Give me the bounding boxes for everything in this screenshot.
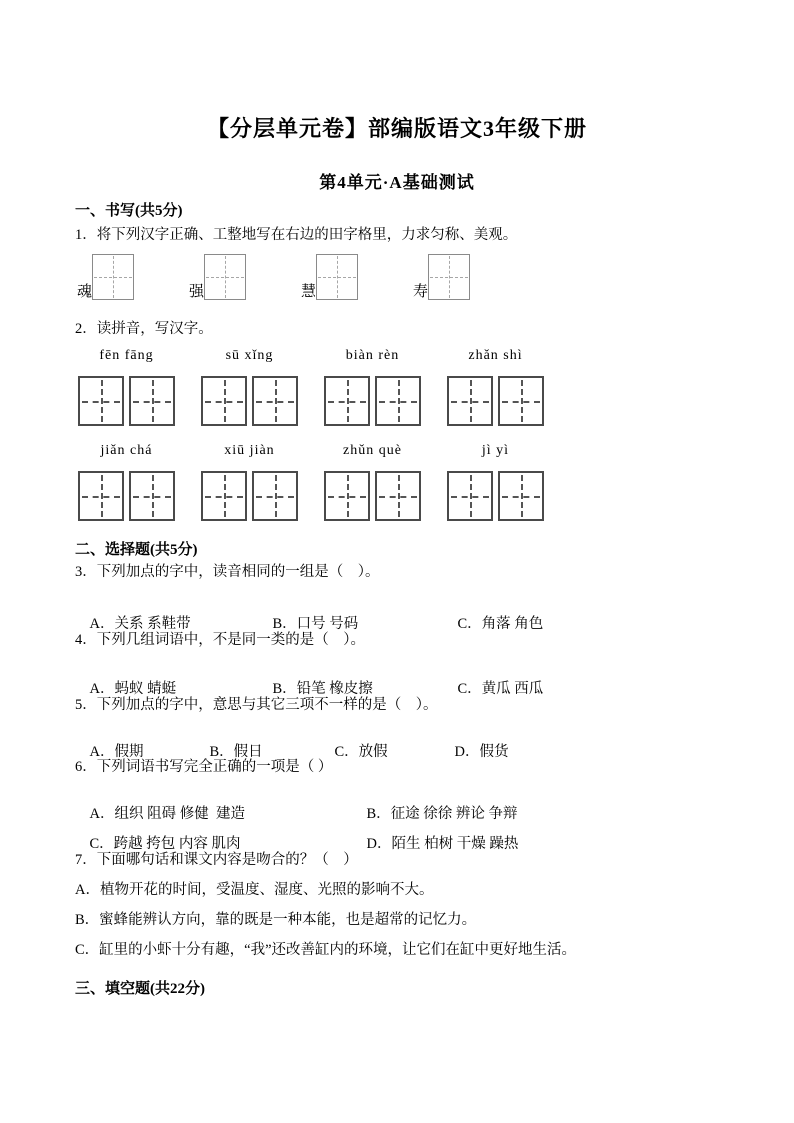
pinyin-label: zhǎn shì xyxy=(468,348,523,363)
tianzige-box xyxy=(204,254,246,300)
option-b: B．口号 号码 xyxy=(272,616,359,632)
question-7-option-c: C．缸里的小虾十分有趣，“我”还改善缸内的环境，让它们在缸中更好地生活。 xyxy=(75,942,577,958)
section-heading-multiple-choice: 二、选择题(共5分) xyxy=(75,542,198,558)
option-c: C．角落 角色 xyxy=(457,616,544,632)
tianzige-box xyxy=(498,376,544,426)
option-b: B．假日 xyxy=(209,744,263,760)
question-2-text: 2．读拼音，写汉字。 xyxy=(75,321,213,337)
tianzige-box xyxy=(129,471,175,521)
pinyin-group xyxy=(324,348,421,426)
answer-box-pair xyxy=(201,471,298,521)
pinyin-label: sū xǐng xyxy=(225,348,274,363)
question-7-option-a: A．植物开花的时间，受温度、湿度、光照的影响不大。 xyxy=(75,882,434,898)
pinyin-group xyxy=(447,443,544,521)
option-b: B．铅笔 橡皮擦 xyxy=(272,681,373,697)
option-d: D．假货 xyxy=(454,744,509,760)
answer-box-pair xyxy=(78,376,175,426)
pinyin-label: zhǔn què xyxy=(343,443,402,458)
answer-box-pair xyxy=(324,376,421,426)
answer-box-pair xyxy=(447,471,544,521)
tianzige-box xyxy=(375,471,421,521)
tianzige-box xyxy=(316,254,358,300)
tianzige-box xyxy=(375,376,421,426)
question-2-row-1 xyxy=(78,348,544,426)
option-c: C．黄瓜 西瓜 xyxy=(457,681,544,697)
tianzige-box xyxy=(78,471,124,521)
pinyin-group xyxy=(201,443,298,521)
option-c: C．放假 xyxy=(334,744,388,760)
tianzige-box xyxy=(447,376,493,426)
model-character: 慧 xyxy=(301,284,317,300)
tianzige-box xyxy=(201,376,247,426)
answer-box-pair xyxy=(447,376,544,426)
page-title: 【分层单元卷】部编版语文3年级下册 xyxy=(206,116,587,141)
tianzige-box xyxy=(201,471,247,521)
copy-char-group xyxy=(77,254,134,300)
option-a: A．假期 xyxy=(89,744,144,760)
question-7-option-b: B．蜜蜂能辨认方向，靠的既是一种本能，也是超常的记忆力。 xyxy=(75,912,477,928)
pinyin-label: jì yì xyxy=(481,443,510,458)
question-5-text: 5．下列加点的字中，意思与其它三项不一样的是（ ）。 xyxy=(75,697,438,713)
tianzige-box xyxy=(252,471,298,521)
tianzige-box xyxy=(324,376,370,426)
pinyin-label: biàn rèn xyxy=(345,348,400,363)
question-6-text: 6．下列词语书写完全正确的一项是（ ） xyxy=(75,759,333,775)
page-subtitle: 第4单元·A基础测试 xyxy=(319,173,475,192)
tianzige-box xyxy=(92,254,134,300)
question-3-text: 3．下列加点的字中，读音相同的一组是（ ）。 xyxy=(75,564,380,580)
model-character: 寿 xyxy=(413,284,429,300)
pinyin-group xyxy=(447,348,544,426)
answer-box-pair xyxy=(201,376,298,426)
pinyin-group xyxy=(201,348,298,426)
pinyin-label: xiū jiàn xyxy=(224,443,275,458)
pinyin-label: jiǎn chá xyxy=(100,443,153,458)
answer-box-pair xyxy=(78,471,175,521)
question-1-text: 1．将下列汉字正确、工整地写在右边的田字格里，力求匀称、美观。 xyxy=(75,227,518,243)
question-4-text: 4．下列几组词语中，不是同一类的是（ ）。 xyxy=(75,632,365,648)
tianzige-box xyxy=(78,376,124,426)
question-2-row-2 xyxy=(78,443,544,521)
pinyin-label: fēn fāng xyxy=(99,348,154,363)
tianzige-box xyxy=(498,471,544,521)
pinyin-group xyxy=(78,348,175,426)
tianzige-box xyxy=(447,471,493,521)
question-7-text: 7．下面哪句话和课文内容是吻合的？（ ） xyxy=(75,852,358,868)
copy-char-group xyxy=(413,254,470,300)
model-character: 强 xyxy=(189,284,205,300)
model-character: 魂 xyxy=(77,284,93,300)
option-a: A．蚂蚁 蜻蜓 xyxy=(89,681,177,697)
tianzige-box xyxy=(324,471,370,521)
copy-char-group xyxy=(189,254,246,300)
pinyin-group xyxy=(78,443,175,521)
option-a: A．关系 系鞋带 xyxy=(89,616,191,632)
section-heading-writing: 一、书写(共5分) xyxy=(75,203,183,219)
section-heading-fill-in-blank: 三、填空题(共22分) xyxy=(75,981,205,997)
question-1-grid-row xyxy=(77,254,470,300)
copy-char-group xyxy=(301,254,358,300)
tianzige-box xyxy=(252,376,298,426)
answer-box-pair xyxy=(324,471,421,521)
option-c: C．跨越 挎包 内容 肌肉 xyxy=(89,836,241,852)
tianzige-box xyxy=(129,376,175,426)
option-d: D．陌生 柏树 干燥 躁热 xyxy=(366,836,519,852)
option-b: B．征途 徐徐 辨论 争辩 xyxy=(366,806,518,822)
pinyin-group xyxy=(324,443,421,521)
option-a: A．组织 阻碍 修健 建造 xyxy=(89,806,245,822)
tianzige-box xyxy=(428,254,470,300)
